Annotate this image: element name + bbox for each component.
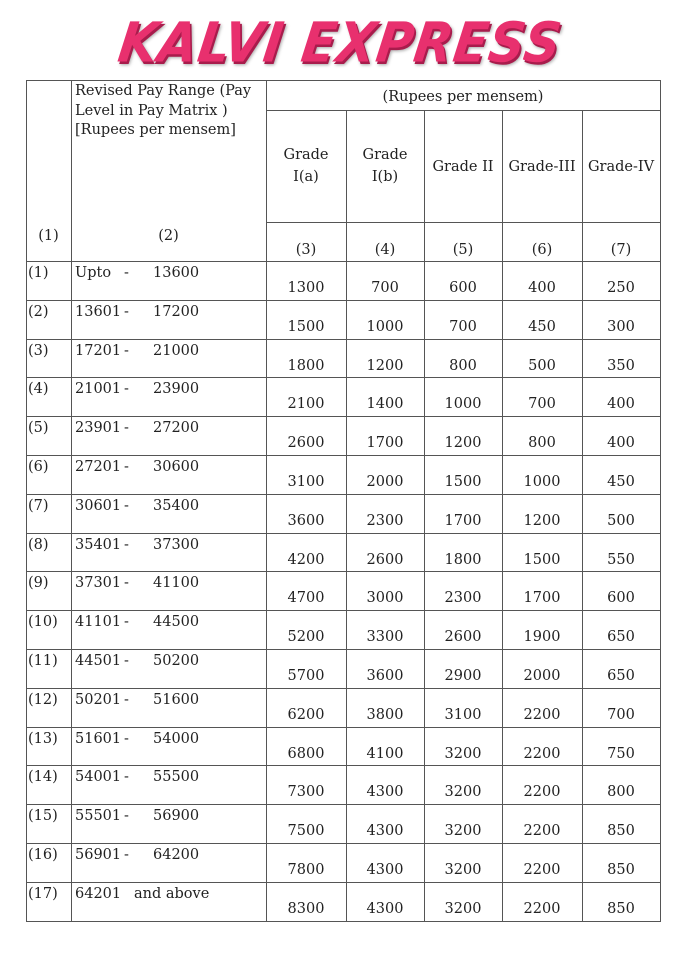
pay-range-sep: - — [124, 497, 129, 514]
pay-range-sep: - — [124, 575, 129, 592]
row-serial: (8) — [28, 536, 49, 553]
allowance-value: 2600 — [366, 551, 404, 568]
pay-range-from: 64201 — [75, 885, 122, 902]
pay-range-sep: - — [124, 769, 129, 786]
allowance-value: 400 — [607, 396, 635, 413]
pay-range-to: 37300 — [153, 536, 200, 553]
allowance-value: 1700 — [444, 512, 482, 529]
allowance-value: 750 — [607, 745, 635, 762]
allowance-value: 350 — [607, 357, 635, 374]
table-rule — [266, 222, 661, 223]
allowance-value: 2200 — [523, 900, 561, 917]
table-rule — [266, 110, 661, 111]
table-rule — [26, 80, 661, 81]
allowance-value: 1000 — [523, 474, 561, 490]
allowance-value: 3300 — [366, 629, 404, 646]
table-rule — [26, 804, 661, 805]
row-serial: (7) — [28, 497, 49, 514]
allowance-value: 4300 — [366, 823, 404, 840]
allowance-value: 1900 — [523, 629, 561, 646]
pay-range-to: 55500 — [153, 769, 200, 786]
row-serial: (17) — [28, 885, 58, 902]
row-serial: (15) — [28, 808, 58, 825]
table-rule — [26, 727, 661, 728]
allowance-value: 700 — [607, 706, 635, 723]
allowance-value: 2300 — [366, 512, 404, 529]
allowance-value: 2900 — [444, 668, 482, 684]
column-header-grade: Grade I(a) — [283, 147, 329, 186]
allowance-table — [26, 80, 661, 918]
row-serial: (6) — [28, 459, 49, 475]
pay-range-to: 21000 — [153, 342, 200, 359]
allowance-value: 550 — [607, 551, 635, 568]
pay-range-sep: - — [124, 303, 129, 320]
table-rule — [26, 921, 661, 922]
pay-range-to: and above — [134, 885, 210, 902]
allowance-value: 600 — [449, 280, 477, 296]
table-rule — [26, 533, 661, 534]
table-rule — [26, 610, 661, 611]
pay-range-to: 30600 — [153, 459, 200, 475]
row-serial: (10) — [28, 614, 58, 631]
allowance-value: 4300 — [366, 862, 404, 878]
allowance-value: 4300 — [366, 784, 404, 801]
column-number: (2) — [158, 228, 179, 244]
allowance-value: 1700 — [366, 435, 404, 452]
allowance-value: 1700 — [523, 590, 561, 607]
pay-range-from: 56901 — [75, 847, 122, 863]
allowance-value: 1500 — [523, 551, 561, 568]
allowance-value: 2200 — [523, 862, 561, 878]
allowance-value: 300 — [607, 318, 635, 335]
column-number: (6) — [531, 242, 553, 258]
pay-range-sep: - — [124, 420, 129, 437]
pay-range-to: 50200 — [153, 653, 200, 669]
allowance-value: 650 — [607, 668, 635, 684]
allowance-value: 2000 — [366, 474, 404, 490]
allowance-value: 400 — [528, 280, 556, 296]
column-number: (5) — [452, 242, 474, 258]
row-serial: (12) — [28, 691, 58, 708]
pay-range-to: 17200 — [153, 303, 200, 320]
site-logo — [80, 12, 600, 74]
allowance-value: 4300 — [366, 900, 404, 917]
pay-range-to: 64200 — [153, 847, 200, 863]
allowance-value: 1200 — [366, 357, 404, 374]
pay-range-from: 21001 — [75, 381, 122, 398]
pay-range-sep: - — [124, 536, 129, 553]
table-rule — [26, 843, 661, 844]
table-rule — [26, 688, 661, 689]
pay-range-from: 30601 — [75, 497, 122, 514]
row-serial: (14) — [28, 769, 58, 786]
pay-range-to: 13600 — [153, 265, 200, 281]
allowance-value: 3200 — [444, 862, 482, 878]
allowance-value: 450 — [528, 318, 556, 335]
pay-range-from: 35401 — [75, 536, 122, 553]
allowance-value: 3100 — [444, 706, 482, 723]
allowance-value: 500 — [607, 512, 635, 529]
allowance-value: 2000 — [523, 668, 561, 684]
pay-range-from: 55501 — [75, 808, 122, 825]
allowance-value: 1300 — [287, 280, 325, 296]
allowance-value: 6800 — [287, 745, 325, 762]
column-header-grade: Grade I(b) — [362, 147, 408, 186]
table-rule — [71, 80, 72, 922]
allowance-value: 500 — [528, 357, 556, 374]
allowance-value: 5700 — [287, 668, 325, 684]
allowance-value: 850 — [607, 900, 635, 917]
pay-range-sep: - — [124, 691, 129, 708]
allowance-value: 800 — [449, 357, 477, 374]
table-rule — [26, 377, 661, 378]
allowance-value: 700 — [528, 396, 556, 413]
pay-range-from: 27201 — [75, 459, 122, 475]
allowance-value: 2100 — [287, 396, 325, 413]
allowance-value: 3600 — [366, 668, 404, 684]
allowance-value: 1000 — [366, 318, 404, 335]
pay-range-to: 41100 — [153, 575, 200, 592]
allowance-value: 5200 — [287, 629, 325, 646]
allowance-value: 7800 — [287, 862, 325, 878]
pay-range-from: 51601 — [75, 730, 122, 747]
pay-range-from: 13601 — [75, 303, 122, 320]
row-serial: (4) — [28, 381, 49, 398]
allowance-value: 2300 — [444, 590, 482, 607]
pay-range-sep: - — [124, 614, 129, 631]
allowance-value: 1000 — [444, 396, 482, 413]
table-rule — [26, 882, 661, 883]
pay-range-to: 27200 — [153, 420, 200, 437]
allowance-value: 850 — [607, 862, 635, 878]
row-serial: (1) — [28, 265, 49, 281]
allowance-value: 1400 — [366, 396, 404, 413]
pay-range-from: 50201 — [75, 691, 122, 708]
pay-range-sep: - — [124, 342, 129, 359]
allowance-value: 7300 — [287, 784, 325, 801]
allowance-value: 3000 — [366, 590, 404, 607]
row-serial: (9) — [28, 575, 49, 592]
allowance-value: 7500 — [287, 823, 325, 840]
row-serial: (16) — [28, 847, 58, 863]
allowance-value: 1200 — [444, 435, 482, 452]
table-rule — [660, 80, 661, 922]
pay-range-sep: - — [124, 808, 129, 825]
allowance-value: 250 — [607, 280, 635, 296]
table-rule — [26, 300, 661, 301]
table-rule — [26, 494, 661, 495]
row-serial: (2) — [28, 303, 49, 320]
pay-range-sep: - — [124, 653, 129, 669]
row-serial: (11) — [28, 653, 58, 669]
pay-range-from: 23901 — [75, 420, 122, 437]
allowance-value: 600 — [607, 590, 635, 607]
allowance-value: 4100 — [366, 745, 404, 762]
column-header-grade: Grade II — [432, 159, 494, 175]
pay-range-sep: - — [124, 730, 129, 747]
allowance-value: 3200 — [444, 784, 482, 801]
pay-range-to: 51600 — [153, 691, 200, 708]
pay-range-to: 44500 — [153, 614, 200, 631]
allowance-value: 1800 — [444, 551, 482, 568]
pay-range-to: 56900 — [153, 808, 200, 825]
allowance-value: 8300 — [287, 900, 325, 917]
table-rule — [26, 80, 27, 922]
allowance-value: 3200 — [444, 900, 482, 917]
pay-range-to: 35400 — [153, 497, 200, 514]
pay-range-sep: - — [124, 381, 129, 398]
allowance-value: 2200 — [523, 745, 561, 762]
logo-text: KALVI EXPRESS — [114, 11, 566, 75]
allowance-value: 700 — [449, 318, 477, 335]
allowance-value: 4700 — [287, 590, 325, 607]
column-header-group: (Rupees per mensem) — [382, 89, 544, 105]
column-number: (4) — [374, 242, 396, 258]
allowance-value: 2600 — [287, 435, 325, 452]
allowance-value: 800 — [528, 435, 556, 452]
allowance-value: 3200 — [444, 823, 482, 840]
pay-range-sep: - — [124, 459, 129, 475]
pay-range-to: 54000 — [153, 730, 200, 747]
allowance-value: 2200 — [523, 823, 561, 840]
allowance-value: 4200 — [287, 551, 325, 568]
allowance-value: 850 — [607, 823, 635, 840]
table-rule — [26, 765, 661, 766]
allowance-value: 400 — [607, 435, 635, 452]
row-serial: (3) — [28, 342, 49, 359]
table-rule — [26, 649, 661, 650]
column-number: (3) — [295, 242, 317, 258]
allowance-value: 3100 — [287, 474, 325, 490]
table-rule — [26, 261, 661, 262]
pay-range-from: 41101 — [75, 614, 122, 631]
pay-range-from: 17201 — [75, 342, 122, 359]
allowance-value: 2200 — [523, 784, 561, 801]
allowance-value: 1800 — [287, 357, 325, 374]
column-header-grade: Grade-III — [508, 159, 576, 175]
allowance-value: 1500 — [444, 474, 482, 490]
allowance-value: 800 — [607, 784, 635, 801]
row-serial: (13) — [28, 730, 58, 747]
allowance-value: 3800 — [366, 706, 404, 723]
column-header-pay-range: Revised Pay Range (Pay Level in Pay Matrix ) [Rupees per mensem] — [75, 83, 252, 139]
column-number: (7) — [610, 242, 632, 258]
allowance-value: 700 — [371, 280, 399, 296]
allowance-value: 1200 — [523, 512, 561, 529]
allowance-value: 650 — [607, 629, 635, 646]
pay-range-sep: - — [124, 265, 129, 281]
allowance-value: 2200 — [523, 706, 561, 723]
pay-range-from: 37301 — [75, 575, 122, 592]
pay-range-from: 44501 — [75, 653, 122, 669]
table-rule — [26, 571, 661, 572]
allowance-value: 6200 — [287, 706, 325, 723]
pay-range-sep: - — [124, 847, 129, 863]
table-rule — [26, 416, 661, 417]
pay-range-from: 54001 — [75, 769, 122, 786]
allowance-value: 2600 — [444, 629, 482, 646]
allowance-value: 450 — [607, 474, 635, 490]
allowance-value: 3600 — [287, 512, 325, 529]
column-header-grade: Grade-IV — [587, 159, 655, 175]
table-rule — [26, 339, 661, 340]
row-serial: (5) — [28, 420, 49, 437]
column-number: (1) — [38, 228, 59, 244]
pay-range-to: 23900 — [153, 381, 200, 398]
allowance-value: 1500 — [287, 318, 325, 335]
table-rule — [26, 455, 661, 456]
pay-range-from: Upto — [75, 265, 112, 281]
allowance-value: 3200 — [444, 745, 482, 762]
